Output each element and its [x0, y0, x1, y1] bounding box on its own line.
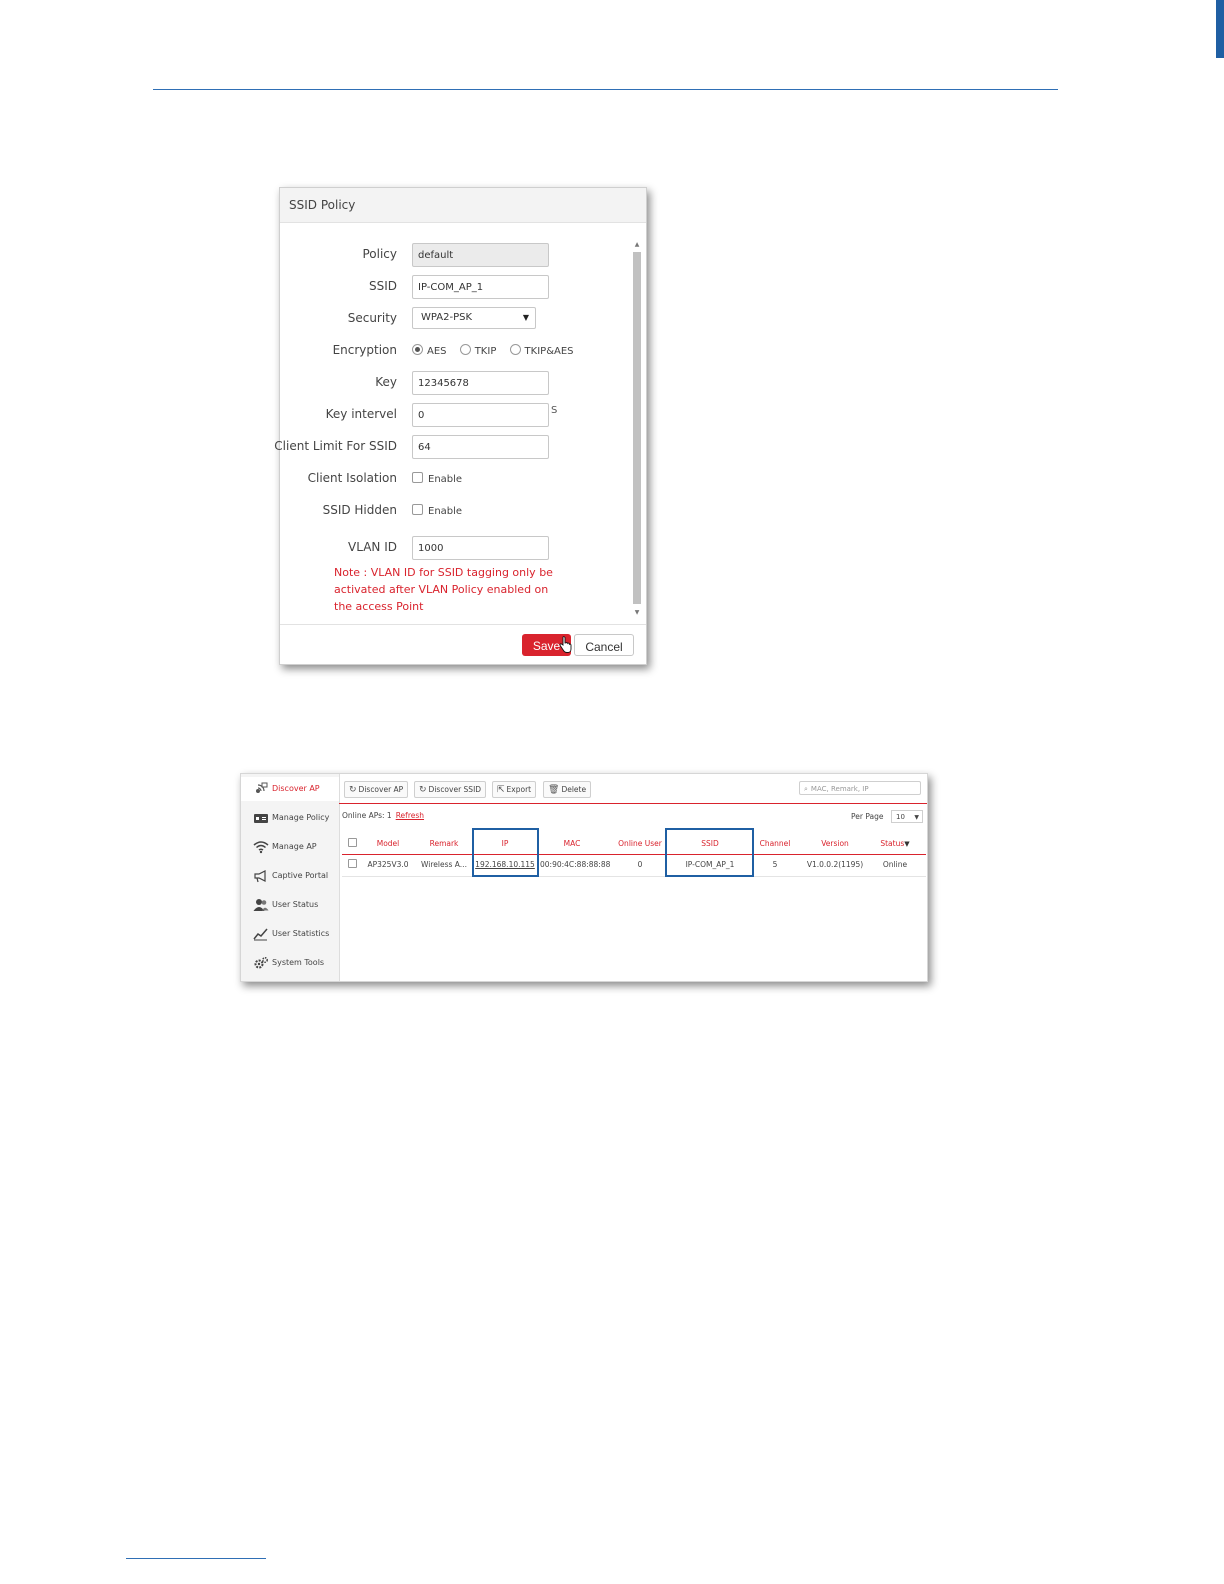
security-row: [280, 307, 630, 331]
security-select[interactable]: [412, 307, 536, 329]
ssid-label: SSID: [368, 279, 397, 293]
client-limit-row: [274, 435, 630, 459]
cell-status: Online: [882, 860, 908, 869]
encryption-label: Encryption: [332, 343, 397, 357]
users-icon: [253, 898, 269, 912]
ssid-policy-dialog: [274, 187, 647, 665]
cell-remark: Wireless A...: [421, 860, 467, 869]
dropdown-arrow-icon: ▼: [914, 814, 919, 821]
sidebar: [241, 774, 340, 981]
trend-icon: [253, 927, 269, 941]
checkbox-icon[interactable]: [348, 859, 357, 868]
dialog-scrollbar[interactable]: [632, 240, 642, 618]
scroll-thumb[interactable]: [633, 252, 641, 604]
sidebar-item-user-status[interactable]: User Status: [241, 893, 339, 917]
radio-icon[interactable]: [460, 344, 471, 355]
client-isolation-checkbox[interactable]: Enable: [412, 472, 462, 485]
gears-icon: [253, 956, 269, 970]
cell-online-user: 0: [637, 860, 643, 869]
refresh-icon: ↻: [419, 785, 427, 795]
checkbox-icon[interactable]: [348, 838, 357, 847]
client-isolation-label: Client Isolation: [307, 471, 397, 485]
cancel-button[interactable]: Cancel: [574, 634, 634, 656]
policy-label: Policy: [362, 247, 397, 261]
sidebar-item-manage-policy[interactable]: Manage Policy: [241, 806, 339, 830]
vlan-id-row: [280, 536, 630, 560]
select-all-checkbox[interactable]: [346, 834, 358, 854]
col-channel[interactable]: Channel: [759, 839, 791, 848]
cell-ip-link[interactable]: 192.168.10.115: [475, 860, 535, 869]
toolbar: [339, 774, 927, 804]
discover-ap-button[interactable]: ↻ Discover AP: [344, 781, 408, 798]
sidebar-item-manage-ap[interactable]: Manage AP: [241, 835, 339, 859]
radio-selected-icon[interactable]: [412, 344, 423, 355]
per-page-select[interactable]: 10 ▼: [891, 810, 923, 823]
col-remark[interactable]: Remark: [429, 839, 459, 848]
ssid-hidden-row: [280, 499, 630, 523]
radio-icon[interactable]: [510, 344, 521, 355]
policy-icon: [253, 811, 269, 825]
key-interval-unit: S: [551, 405, 558, 416]
ssid-row: [280, 275, 630, 299]
row-checkbox[interactable]: [346, 855, 358, 875]
hand-cursor-icon: [558, 636, 572, 654]
table-row[interactable]: [342, 855, 926, 877]
col-version[interactable]: Version: [821, 839, 849, 848]
sidebar-item-captive-portal[interactable]: Captive Portal: [241, 864, 339, 888]
page-footer-rule: [126, 1558, 266, 1559]
delete-button[interactable]: 🗑 Delete: [543, 781, 591, 798]
sidebar-item-system-tools[interactable]: System Tools: [241, 951, 339, 975]
key-input[interactable]: [412, 371, 549, 395]
online-aps-count: Online APs: 1 Refresh: [342, 811, 425, 820]
checkbox-icon[interactable]: [412, 504, 423, 515]
wifi-icon: [253, 840, 269, 854]
vlan-note: Note : VLAN ID for SSID tagging only be activated after VLAN Policy enabled on the access Point: [334, 566, 553, 613]
dropdown-arrow-icon: ▼: [522, 313, 529, 322]
per-page-label: Per Page: [851, 812, 884, 821]
save-button[interactable]: Save: [522, 634, 571, 656]
table-header: [342, 834, 926, 855]
cell-channel: 5: [772, 860, 778, 869]
client-isolation-row: [280, 467, 630, 491]
col-model[interactable]: Model: [376, 839, 400, 848]
sidebar-item-user-statistics[interactable]: User Statistics: [241, 922, 339, 946]
encryption-row: [280, 339, 630, 363]
col-status[interactable]: Status▼: [880, 839, 910, 848]
sidebar-item-discover-ap[interactable]: Discover AP: [241, 777, 339, 801]
scroll-down-icon[interactable]: ▼: [634, 609, 640, 616]
cell-ssid: IP-COM_AP_1: [685, 860, 735, 869]
ssid-policy-form: [274, 223, 630, 623]
cell-model: AP325V3.0: [367, 860, 409, 869]
encryption-option-aes[interactable]: AES: [412, 346, 447, 357]
trash-icon: 🗑: [548, 785, 560, 795]
key-row: [280, 371, 630, 395]
key-interval-label: Key intervel: [325, 407, 397, 421]
search-icon: ⌕: [804, 785, 808, 793]
col-mac[interactable]: MAC: [563, 839, 581, 848]
megaphone-icon: [253, 869, 269, 883]
page-edge-tab: [1216, 0, 1224, 58]
col-online-user[interactable]: Online User: [618, 839, 662, 848]
page-header-rule: [153, 89, 1058, 90]
client-limit-label: Client Limit For SSID: [274, 439, 397, 453]
checkbox-icon[interactable]: [412, 472, 423, 483]
security-label: Security: [347, 311, 397, 325]
col-ssid[interactable]: SSID: [701, 839, 719, 848]
ap-management-panel: [240, 773, 928, 982]
encryption-option-tkip-aes[interactable]: TKIP&AES: [510, 346, 574, 357]
dialog-title: SSID Policy: [280, 188, 646, 223]
key-interval-row: [280, 403, 630, 427]
encryption-options: [412, 344, 584, 357]
ssid-hidden-checkbox[interactable]: Enable: [412, 504, 462, 517]
ssid-input[interactable]: [412, 275, 549, 299]
client-limit-input[interactable]: [412, 435, 549, 459]
refresh-link[interactable]: Refresh: [395, 811, 425, 820]
policy-field: [412, 243, 549, 267]
key-label: Key: [375, 375, 397, 389]
ip-column-highlight: [472, 828, 539, 877]
refresh-icon: ↻: [349, 785, 357, 795]
dialog-footer: [280, 624, 646, 665]
vlan-id-label: VLAN ID: [348, 540, 397, 554]
export-icon: ⇱: [497, 785, 505, 795]
discover-ssid-button[interactable]: ↻ Discover SSID: [414, 781, 486, 798]
key-interval-input[interactable]: [412, 403, 549, 427]
col-ip[interactable]: IP: [501, 839, 509, 848]
export-button[interactable]: ⇱ Export: [492, 781, 536, 798]
vlan-id-input[interactable]: [412, 536, 549, 560]
cell-mac: 00:90:4C:88:88:88: [540, 860, 611, 869]
sort-down-icon: ▼: [904, 840, 910, 848]
policy-row: [280, 243, 630, 267]
scroll-up-icon[interactable]: ▲: [634, 241, 640, 248]
cell-version: V1.0.0.2(1195): [806, 860, 864, 869]
ssid-hidden-label: SSID Hidden: [322, 503, 397, 517]
discover-ap-icon: [253, 782, 269, 796]
encryption-option-tkip[interactable]: TKIP: [460, 346, 497, 357]
search-input[interactable]: ⌕ MAC, Remark, IP: [799, 781, 921, 795]
ssid-column-highlight: [665, 828, 754, 877]
security-value: WPA2-PSK: [421, 312, 473, 323]
